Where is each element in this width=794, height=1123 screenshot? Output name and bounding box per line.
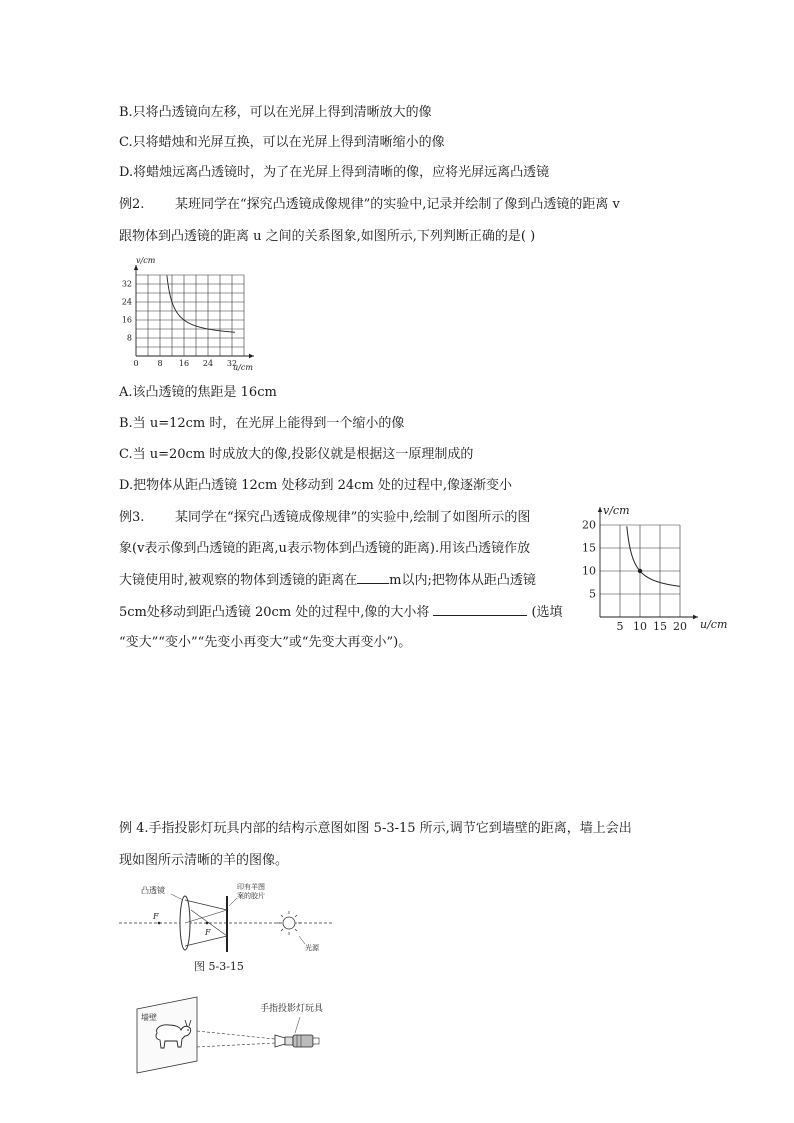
example2-stem-line2: 跟物体到凸透镜的距离 u 之间的关系图象,如图所示,下列判断正确的是( ) bbox=[119, 229, 536, 244]
y-tick-label: 20 bbox=[582, 518, 596, 532]
example2-stem-text1: 某班同学在“探究凸透镜成像规律”的实验中,记录并绘制了像到凸透镜的距离 v bbox=[175, 197, 620, 212]
figure-5-3-15 bbox=[119, 880, 334, 975]
example4-line1: 例 4.手指投影灯玩具内部的结构示意图如图 5-3-15 所示,调节它到墙壁的距离，墙上会出 bbox=[119, 821, 632, 836]
projection-figure bbox=[135, 995, 335, 1075]
x-axis-arrow bbox=[249, 354, 254, 358]
projection-beam-bottom bbox=[197, 1043, 275, 1047]
film-label-2: 案的胶片 bbox=[237, 892, 265, 900]
x-tick-label: 15 bbox=[653, 620, 667, 633]
film-label-1: 印有羊图 bbox=[237, 883, 265, 891]
y-axis-arrow bbox=[134, 265, 138, 270]
example2-chart-axes bbox=[134, 265, 254, 358]
focal-label-left: F bbox=[153, 912, 159, 921]
x-tick-label: 20 bbox=[673, 620, 687, 633]
example2-option-c: C.当 u=20cm 时成放大的像,投影仪就是根据这一原理制成的 bbox=[119, 447, 474, 462]
x-axis-arrow bbox=[693, 615, 698, 619]
example3-line4 bbox=[119, 603, 563, 622]
x-tick-label: 24 bbox=[202, 359, 214, 368]
example3-chart-marked-point bbox=[638, 569, 642, 573]
q1-option-c: C.只将蜡烛和光屏互换，可以在光屏上得到清晰缩小的像 bbox=[119, 135, 445, 150]
focal-point-right bbox=[206, 922, 209, 925]
finger-projector-icon bbox=[275, 1035, 319, 1047]
focal-label-right: F bbox=[205, 928, 211, 937]
example3-chart-curve bbox=[627, 526, 680, 586]
example3-text4-tail: (选填 bbox=[531, 605, 563, 620]
example3-blank-2[interactable] bbox=[433, 603, 527, 616]
x-tick-label: 8 bbox=[157, 359, 163, 368]
y-tick-label: 5 bbox=[589, 587, 596, 601]
y-tick-label: 8 bbox=[126, 333, 132, 343]
light-source-label: 光源 bbox=[305, 944, 319, 952]
x-tick-label: 16 bbox=[178, 359, 190, 368]
figure-caption: 图 5-3-15 bbox=[194, 960, 244, 973]
example3-line5: “变大”“变小”“先变小再变大”或“先变大再变小”)。 bbox=[119, 635, 412, 650]
toy-label: 手指投影灯玩具 bbox=[260, 1004, 324, 1014]
example3-text1: 某同学在“探究凸透镜成像规律”的实验中,绘制了如图所示的图 bbox=[175, 510, 531, 525]
example3-text4: 5cm处移动到距凸透镜 20cm 处的过程中,像的大小将 bbox=[119, 605, 430, 620]
focal-point-left bbox=[158, 922, 161, 925]
x-tick-label: 10 bbox=[633, 620, 647, 633]
projection-beam-top bbox=[197, 1031, 275, 1039]
example2-label: 例2. bbox=[119, 197, 145, 212]
example3-chart-ticks bbox=[582, 519, 687, 633]
lens-label: 凸透镜 bbox=[141, 886, 165, 895]
example2-stem-line1 bbox=[119, 196, 620, 214]
example4-line2: 现如图所示清晰的羊的图像。 bbox=[119, 853, 289, 868]
example2-chart-ylabel: v/cm bbox=[136, 256, 156, 265]
y-tick-label: 32 bbox=[121, 279, 132, 289]
x-tick-label: 0 bbox=[133, 359, 139, 368]
example3-line1 bbox=[119, 509, 530, 527]
example3-text3: 大镜使用时,被观察的物体到透镜的距离在 bbox=[119, 573, 358, 588]
example3-chart-xlabel: u/cm bbox=[700, 618, 728, 631]
example3-chart-ylabel: v/cm bbox=[603, 504, 630, 517]
example3-line2: 象(v表示像到凸透镜的距离,u表示物体到凸透镜的距离).用该凸透镜作放 bbox=[119, 541, 531, 556]
example3-blank-1[interactable] bbox=[357, 571, 389, 584]
x-tick-label: 32 bbox=[226, 359, 238, 368]
y-tick-label: 10 bbox=[582, 564, 596, 578]
example2-chart-xlabel: u/cm bbox=[233, 363, 253, 372]
example2-option-d: D.把物体从距凸透镜 12cm 处移动到 24cm 处的过程中,像逐渐变小 bbox=[119, 478, 513, 493]
wall-label: 墙壁 bbox=[141, 1013, 157, 1022]
y-tick-label: 24 bbox=[121, 297, 132, 307]
y-tick-label: 15 bbox=[582, 541, 596, 555]
q1-option-d: D.将蜡烛远离凸透镜时，为了在光屏上得到清晰的像，应将光屏远离凸透镜 bbox=[119, 165, 550, 180]
x-tick-label: 5 bbox=[616, 620, 624, 633]
example3-label: 例3. bbox=[119, 510, 145, 525]
example2-chart-grid bbox=[136, 275, 244, 356]
example2-chart bbox=[116, 253, 266, 378]
ray-bottom bbox=[185, 936, 227, 946]
example2-option-b: B.当 u=12cm 时，在光屏上能得到一个缩小的像 bbox=[119, 416, 405, 431]
example3-chart-axes bbox=[598, 507, 698, 619]
example2-option-a: A.该凸透镜的焦距是 16cm bbox=[119, 385, 277, 400]
example3-text3-tail: m以内;把物体从距凸透镜 bbox=[389, 573, 536, 588]
y-tick-label: 16 bbox=[121, 315, 132, 325]
q1-option-b: B.只将凸透镜向左移，可以在光屏上得到清晰放大的像 bbox=[119, 105, 432, 120]
ray-top bbox=[185, 900, 227, 910]
example3-chart bbox=[565, 500, 730, 635]
example3-line3 bbox=[119, 571, 536, 590]
y-axis-arrow bbox=[598, 507, 602, 512]
